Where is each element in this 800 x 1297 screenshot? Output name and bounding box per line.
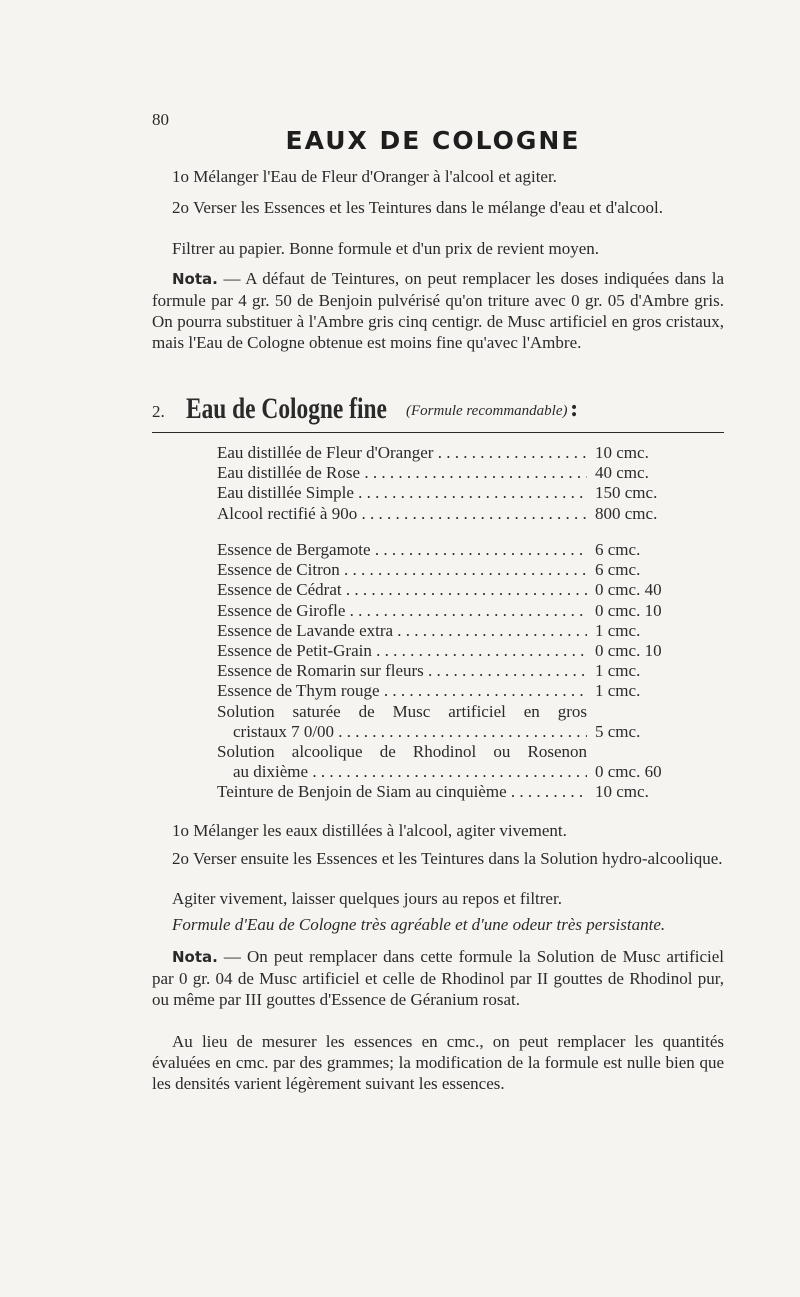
ingredient-name: Essence de Romarin sur fleurs . . .	[217, 661, 587, 681]
method-step-3: Agiter vivement, laisser quelques jours au repos et filtrer.	[172, 889, 562, 908]
ingredient-qty: 6 cmc.	[595, 560, 641, 580]
ingredient-row	[217, 601, 687, 621]
intro-step-1: 1o Mélanger l'Eau de Fleur d'Oranger à l'alcool et agiter.	[172, 167, 557, 186]
ingredient-qty: 0 cmc. 10	[595, 600, 662, 620]
ingredient-name: Eau distillée Simple . . .	[217, 483, 587, 503]
ingredients-waters	[217, 443, 687, 524]
ingredient-qty: 0 cmc. 40	[595, 580, 662, 600]
nota-label: Nota.	[172, 948, 218, 966]
ingredient-row	[217, 661, 687, 681]
ingredient-row	[217, 782, 687, 802]
method-note-italic: Formule d'Eau de Cologne très agréable et d'une odeur très persistante.	[172, 915, 666, 934]
ingredient-row	[217, 443, 687, 463]
section-colon: :	[570, 396, 579, 422]
ingredient-qty: 6 cmc.	[595, 540, 641, 559]
ingredient-row-cont	[217, 722, 687, 742]
ingredient-qty: 150 cmc.	[595, 483, 658, 503]
ingredient-qty: 10 cmc.	[595, 782, 649, 802]
nota-text: — A défaut de Teintures, on peut remplacer les doses indiquées dans la formule par 4 gr. 50 de Benjoin pulvérisé qu'on triture avec 0 gr. 05 d'Ambre gris. On pourra substituer à l'Ambre gris cinq centigr. de Musc artificiel en gros cristaux, mais l'Eau de Cologne obtenue est moins fine qu'avec l'Ambre.	[152, 269, 724, 352]
ingredient-row	[217, 483, 687, 503]
ingredient-row	[217, 580, 687, 600]
ingredient-row	[217, 560, 687, 580]
final-nota	[152, 946, 724, 1010]
ingredient-row	[217, 504, 687, 524]
ingredient-name: Solution saturée de Musc artificiel en gros	[217, 701, 587, 721]
ingredient-qty: 10 cmc.	[595, 443, 649, 462]
ingredient-row	[217, 742, 687, 762]
ingredient-row-cont	[217, 762, 687, 782]
ingredient-qty: 1 cmc.	[595, 681, 641, 701]
intro-nota	[152, 268, 724, 353]
ingredient-name-cont: cristaux 7 0/00 . . .	[233, 722, 587, 742]
ingredient-row	[217, 681, 687, 701]
ingredient-row	[217, 540, 687, 560]
page-title: EAUX DE COLOGNE	[285, 126, 581, 155]
ingredient-name: Essence de Citron . . .	[217, 560, 587, 580]
ingredient-qty: 1 cmc.	[595, 661, 641, 681]
section-number: 2.	[152, 402, 165, 421]
nota-label: Nota.	[172, 270, 218, 288]
ingredient-row	[217, 641, 687, 661]
ingredient-row	[217, 621, 687, 641]
ingredient-qty: 40 cmc.	[595, 463, 649, 483]
page-number: 80	[152, 110, 169, 129]
ingredient-name: Solution alcoolique de Rhodinol ou Rosenon	[217, 741, 587, 761]
intro-step-2: 2o Verser les Essences et les Teintures dans le mélange d'eau et d'alcool.	[172, 198, 664, 217]
ingredient-name: Alcool rectifié à 90o . . .	[217, 504, 587, 524]
final-paragraph: Au lieu de mesurer les essences en cmc., on peut remplacer les quantités évaluées en cmc. par des grammes; la modification de la formule est nulle bien que les densités varient légèrement suivant les essences.	[152, 1032, 724, 1093]
ingredient-qty: 0 cmc. 60	[595, 762, 662, 782]
intro-filter: Filtrer au papier. Bonne formule et d'un prix de revient moyen.	[172, 239, 600, 258]
ingredient-name: Essence de Petit-Grain . . .	[217, 641, 587, 661]
ingredient-name: Essence de Thym rouge . . .	[217, 681, 587, 701]
ingredient-qty: 1 cmc.	[595, 620, 641, 640]
ingredient-qty: 5 cmc.	[595, 721, 641, 741]
method-step-1: 1o Mélanger les eaux distillées à l'alcool, agiter vivement.	[172, 821, 567, 840]
ingredient-name: Essence de Bergamote . . .	[217, 540, 587, 560]
ingredient-name: Essence de Lavande extra . . .	[217, 621, 587, 641]
section-heading	[152, 392, 724, 433]
ingredients-essences	[217, 540, 687, 802]
section-subtitle: (Formule recommandable)	[406, 403, 568, 419]
section-title: Eau de Cologne fine	[186, 392, 387, 425]
ingredient-name: Eau distillée de Fleur d'Oranger . . .	[217, 443, 587, 463]
ingredient-name: Eau distillée de Rose . . .	[217, 463, 587, 483]
nota-text: — On peut remplacer dans cette formule la Solution de Musc artificiel par 0 gr. 04 de Musc artificiel et celle de Rhodinol par II gouttes de Rhodinol pur, ou même par III gouttes d'Essence de Géranium rosat.	[152, 947, 724, 1009]
ingredient-qty: 0 cmc. 10	[595, 640, 662, 660]
method-step-2: 2o Verser ensuite les Essences et les Teintures dans la Solution hydro-alcoolique.	[172, 849, 723, 868]
ingredient-name-cont: au dixième . . .	[233, 762, 587, 782]
ingredient-row	[217, 463, 687, 483]
ingredient-name: Essence de Cédrat . . .	[217, 580, 587, 600]
ingredient-row	[217, 702, 687, 722]
ingredient-qty: 800 cmc.	[595, 503, 658, 523]
ingredient-name: Essence de Girofle . . .	[217, 601, 587, 621]
ingredient-name: Teinture de Benjoin de Siam au cinquième . . .	[217, 782, 587, 802]
